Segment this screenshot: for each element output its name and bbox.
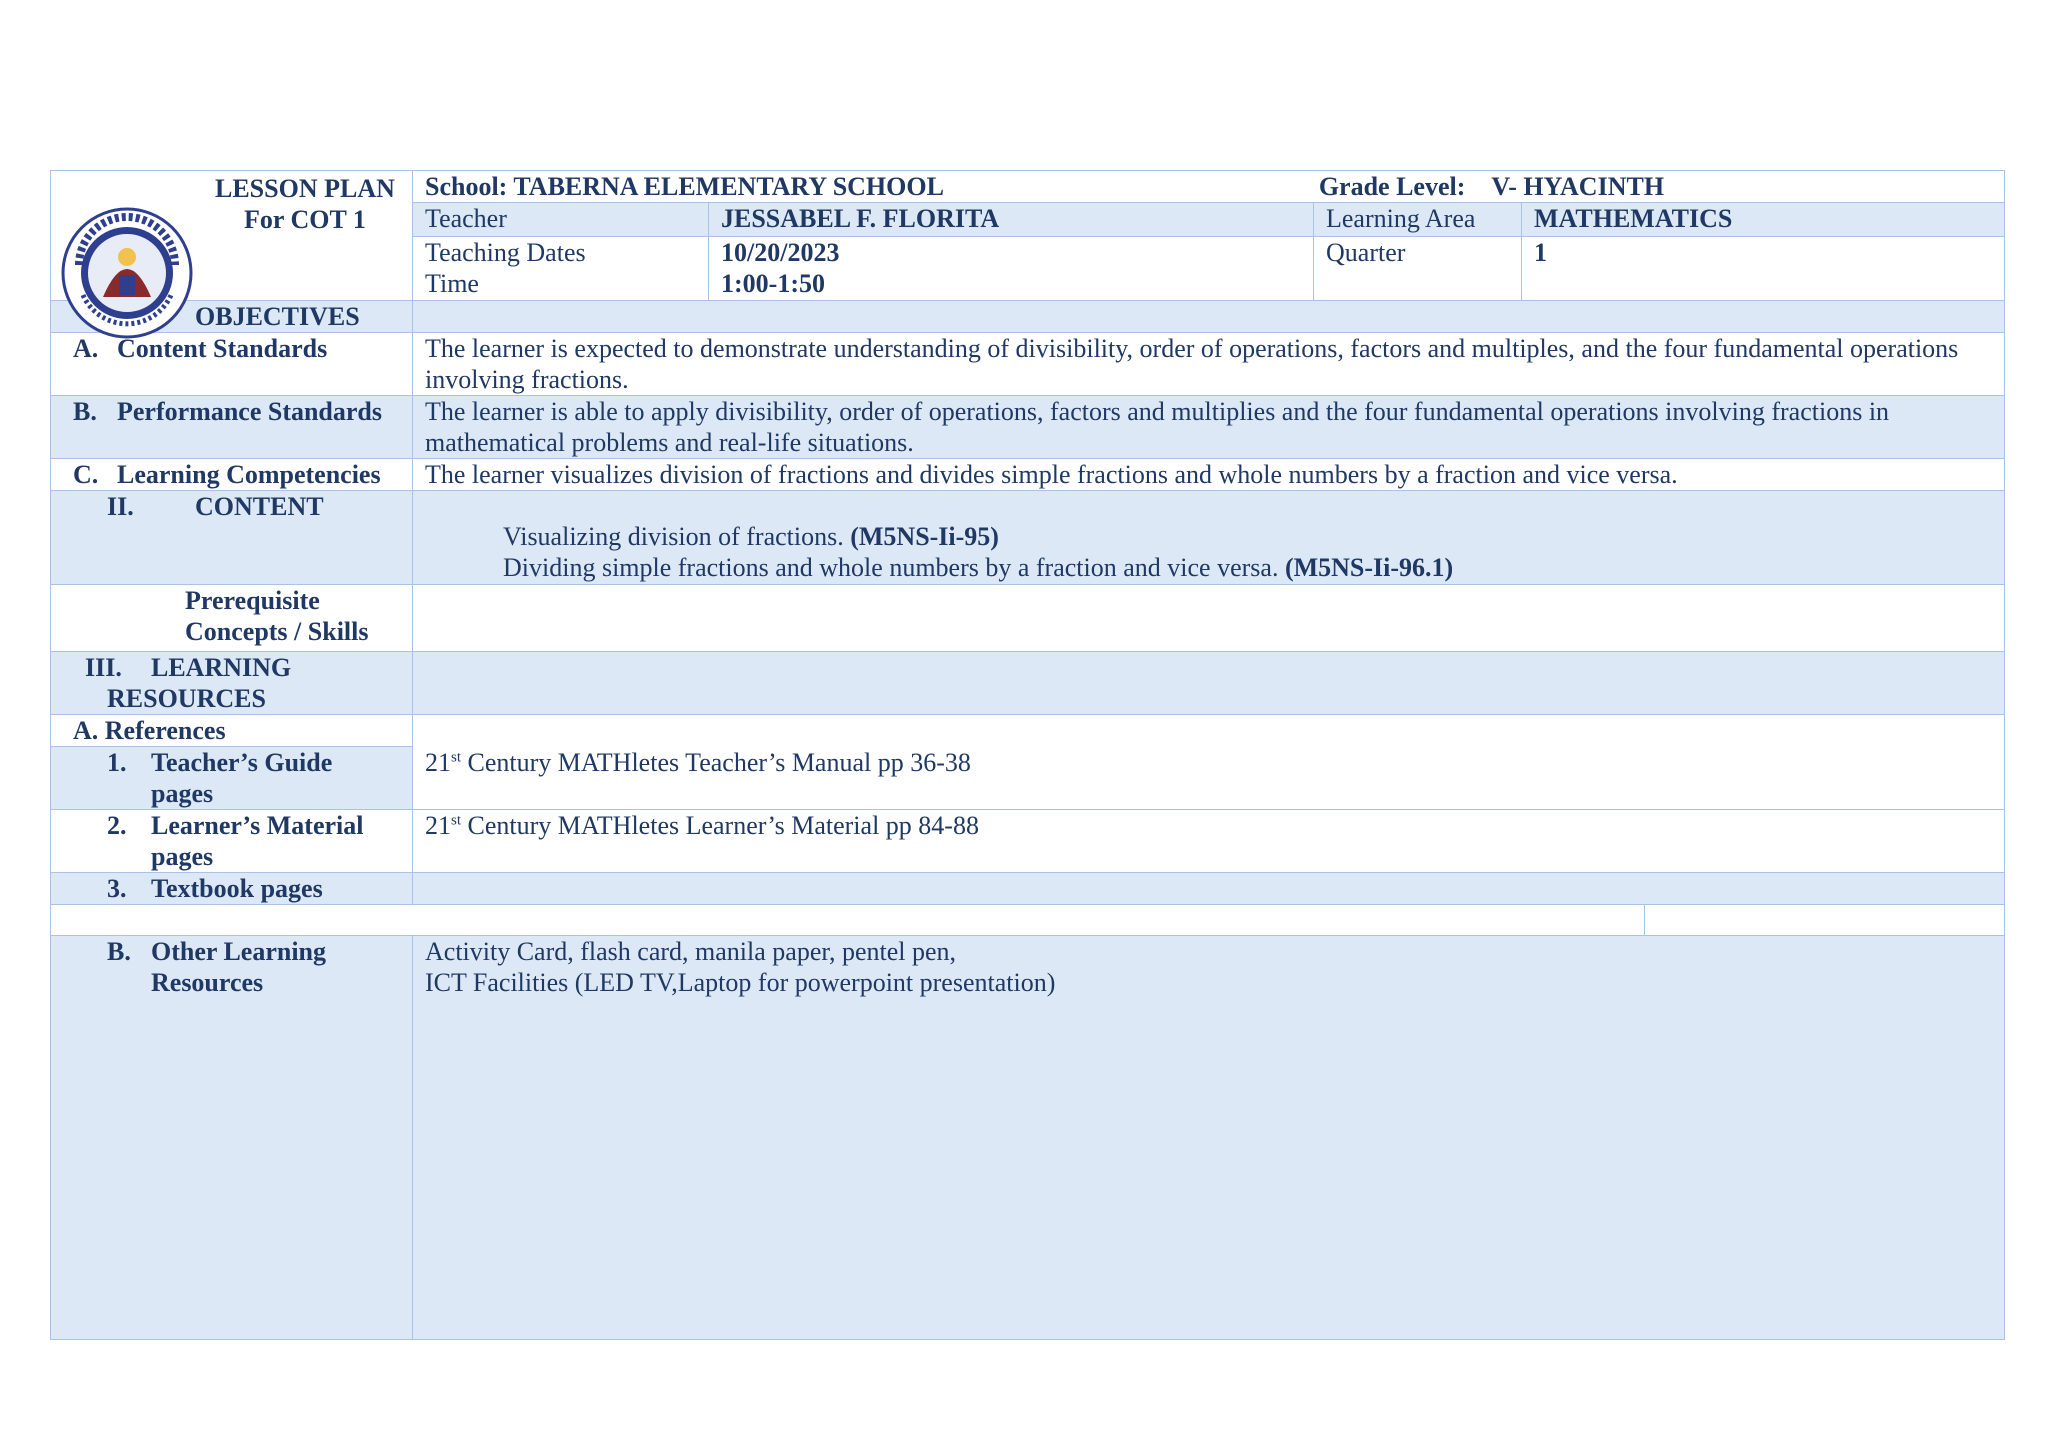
content-text-cell xyxy=(413,491,2005,585)
prerequisite-blank xyxy=(413,585,2005,652)
spacer-cell-left xyxy=(51,905,1645,936)
content-line-2: Dividing simple fractions and whole numbers by a fraction and vice versa. (M5NS-Ii-96.1) xyxy=(503,553,1454,582)
learning-resources-blank xyxy=(413,652,2005,715)
teachers-guide-label-cell: 1. Teacher’s Guide pages xyxy=(51,747,413,810)
header-left-cell xyxy=(51,171,413,301)
time-value: 1:00-1:50 xyxy=(721,269,825,299)
content-line-1: Visualizing division of fractions. (M5NS-Ii-95) xyxy=(503,522,999,551)
quarter-label: Quarter xyxy=(1314,237,1522,301)
content-heading: CONTENT xyxy=(195,492,324,521)
grade-value: V- HYACINTH xyxy=(1491,172,1665,201)
content-code-2: (M5NS-Ii-96.1) xyxy=(1284,553,1454,582)
prerequisite-label-cell: Prerequisite Concepts / Skills xyxy=(51,585,413,652)
competencies-label-cell: C. Learning Competencies xyxy=(51,459,413,491)
school-grade-cell xyxy=(413,171,2005,203)
learning-resources-heading-cell: III. LEARNING RESOURCES xyxy=(51,652,413,715)
textbook-blank xyxy=(413,873,2005,905)
learners-material-label-cell: 2. Learner’s Material pages xyxy=(51,810,413,873)
lesson-plan-title: LESSON PLAN For COT 1 xyxy=(215,174,395,234)
competencies-label: Learning Competencies xyxy=(117,460,381,489)
other-resources-text: Activity Card, flash card, manila paper, pentel pen, ICT Facilities (LED TV,Laptop for powerpoint presentation) xyxy=(413,936,2005,1340)
objectives-heading: OBJECTIVES xyxy=(51,301,413,333)
performance-standards-text: The learner is able to apply divisibility, order of operations, factors and multiplies and the four fundamental operations involving fractions in mathematical problems and real-life situations. xyxy=(413,396,2005,459)
school-label: School: xyxy=(425,172,508,201)
objectives-heading-blank xyxy=(413,301,2005,333)
learning-area-label: Learning Area xyxy=(1314,203,1522,237)
grade-label: Grade Level: xyxy=(1318,172,1466,201)
learning-area-value: MATHEMATICS xyxy=(1522,203,2005,237)
content-heading-cell xyxy=(51,491,413,585)
teacher-name: JESSABEL F. FLORITA xyxy=(709,203,1314,237)
spacer-cell-right xyxy=(1645,905,2005,936)
performance-standards-label-cell: B. Performance Standards xyxy=(51,396,413,459)
content-standards-label: Content Standards xyxy=(117,334,328,363)
teaching-dates-value: 10/20/2023 xyxy=(721,238,840,268)
learners-material-text: 21st Century MATHletes Learner’s Material pp 84-88 xyxy=(413,810,2005,873)
content-num: II. xyxy=(107,492,134,521)
quarter-value: 1 xyxy=(1522,237,2005,301)
competencies-text: The learner visualizes division of fractions and divides simple fractions and whole numbers by a fraction and vice versa. xyxy=(413,459,2005,491)
content-code-1: (M5NS-Ii-95) xyxy=(850,522,999,551)
content-standards-label-cell: A. Content Standards xyxy=(51,333,413,396)
teachers-guide-text: 21st Century MATHletes Teacher’s Manual pp 36-38 xyxy=(413,715,2005,810)
lesson-plan-table xyxy=(50,170,2005,1340)
teacher-label: Teacher xyxy=(413,203,709,237)
time-label: Time xyxy=(425,269,479,299)
lesson-plan-sheet xyxy=(50,170,2004,1340)
performance-standards-label: Performance Standards xyxy=(117,397,383,426)
teaching-dates-label: Teaching Dates xyxy=(425,238,586,268)
deped-seal-icon xyxy=(59,205,195,341)
textbook-label-cell: 3. Textbook pages xyxy=(51,873,413,905)
school-name: TABERNA ELEMENTARY SCHOOL xyxy=(513,172,944,201)
dates-time-value-cell xyxy=(709,237,1314,301)
references-label: A. References xyxy=(51,715,413,747)
content-standards-text: The learner is expected to demonstrate understanding of divisibility, order of operations, factors and multiples, and the four fundamental operations involving fractions. xyxy=(413,333,2005,396)
other-resources-label-cell: B. Other Learning Resources xyxy=(51,936,413,1340)
dates-time-label-cell xyxy=(413,237,709,301)
